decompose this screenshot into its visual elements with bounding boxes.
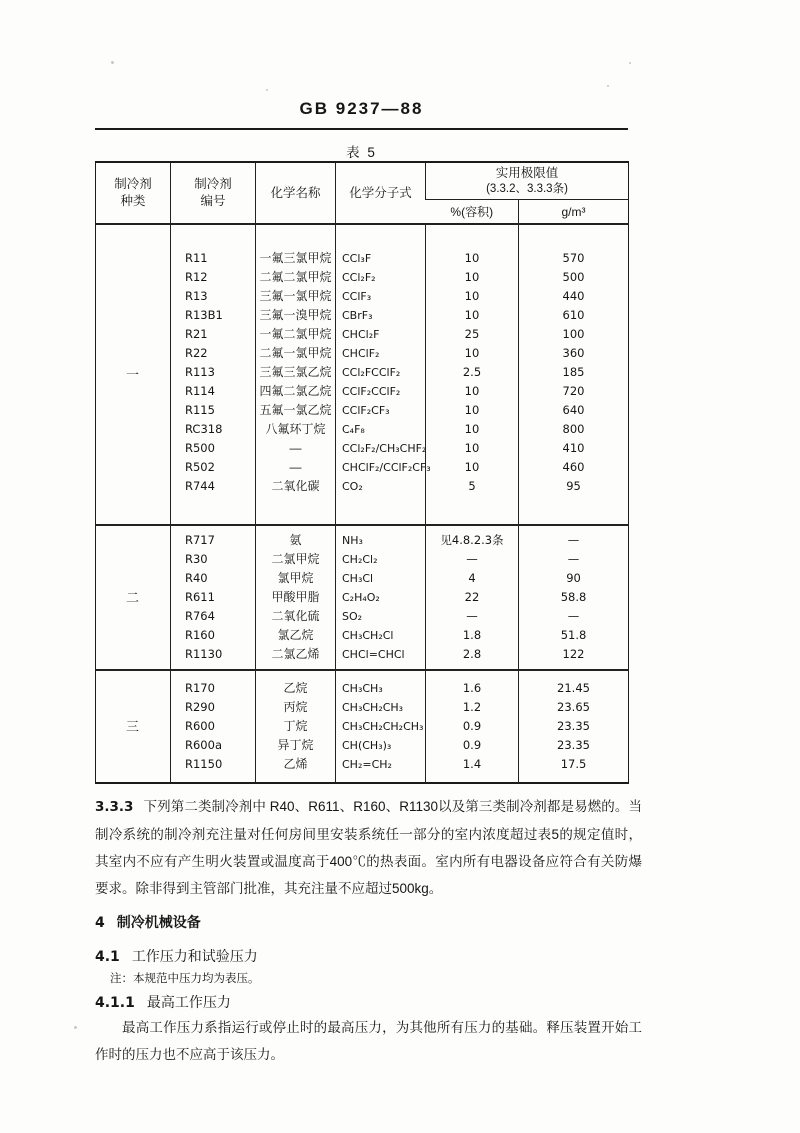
volume-percent-cell: 5 — [426, 477, 519, 496]
table-row — [96, 268, 629, 287]
refrigerant-number-cell: R600a — [171, 736, 256, 755]
chemical-formula-cell: CH₃Cl — [336, 569, 426, 588]
refrigerant-number-cell: R744 — [171, 477, 256, 496]
refrigerant-number-cell: R113 — [171, 363, 256, 382]
scan-speckle — [74, 1026, 77, 1029]
refrigerant-number-cell: R13B1 — [171, 306, 256, 325]
grams-per-m3-cell: 23.65 — [519, 698, 629, 717]
col-header-refrigerant-type — [96, 162, 171, 224]
table-row — [96, 717, 629, 736]
refrigerant-number-cell: R22 — [171, 344, 256, 363]
table-section-2 — [96, 525, 629, 670]
chemical-name-cell: 五氟一氯乙烷 — [256, 401, 336, 420]
volume-percent-cell: 10 — [426, 420, 519, 439]
refrigerant-number-cell: R600 — [171, 717, 256, 736]
limit-title: 实用极限值 — [495, 166, 559, 180]
table-row — [96, 645, 629, 664]
spacer-cell — [171, 774, 256, 783]
clause-text: 下列第二类制冷剂中 R40、R611、R160、R1130以及第三类制冷剂都是易燃的。当制冷系统的制冷剂充注量对任何房间里安装系统任一部分的室内浓度超过表5的规定值时，其室内不应有产生明火装置或温度高于400℃的热表面。室内所有电器设备应符合有关防爆要求。除非得到主管部门批准，其充注量不应超过500kg。 — [95, 799, 642, 896]
col-header-type-line2: 种类 — [120, 194, 146, 208]
section-spacer-row — [96, 670, 629, 679]
refrigerant-number-cell: R160 — [171, 626, 256, 645]
chemical-name-cell: 一氟三氯甲烷 — [256, 249, 336, 268]
heading-text: 工作压力和试验压力 — [131, 948, 258, 964]
grams-per-m3-cell: 51.8 — [519, 626, 629, 645]
spacer-cell — [171, 496, 256, 525]
chemical-name-cell: 异丁烷 — [256, 736, 336, 755]
heading-section-4-1-1 — [95, 992, 231, 1012]
table-row — [96, 679, 629, 698]
chemical-name-cell: — — [256, 458, 336, 477]
spacer-cell — [426, 496, 519, 525]
chemical-name-cell: 丙烷 — [256, 698, 336, 717]
spacer-cell — [519, 670, 629, 679]
volume-percent-cell: 10 — [426, 306, 519, 325]
spacer-cell — [171, 224, 256, 249]
refrigerant-number-cell: R1150 — [171, 755, 256, 774]
refrigerant-number-cell: R115 — [171, 401, 256, 420]
chemical-name-cell: 氯甲烷 — [256, 569, 336, 588]
spacer-cell — [256, 670, 336, 679]
clause-number: 4.1.1 — [95, 995, 135, 1011]
volume-percent-cell: 10 — [426, 287, 519, 306]
heading-section-4-1 — [95, 946, 258, 966]
section-spacer-row — [96, 496, 629, 525]
grams-per-m3-cell: 570 — [519, 249, 629, 268]
grams-per-m3-cell: 460 — [519, 458, 629, 477]
grams-per-m3-cell: 185 — [519, 363, 629, 382]
spacer-cell — [336, 670, 426, 679]
table-row — [96, 420, 629, 439]
chemical-name-cell: 三氟一氯甲烷 — [256, 287, 336, 306]
chemical-name-cell: 八氟环丁烷 — [256, 420, 336, 439]
chemical-name-cell: 丁烷 — [256, 717, 336, 736]
refrigerant-number-cell: RC318 — [171, 420, 256, 439]
chemical-formula-cell: CCl₃F — [336, 249, 426, 268]
chemical-formula-cell: CCl₂F₂ — [336, 268, 426, 287]
refrigerant-number-cell: R40 — [171, 569, 256, 588]
refrigerant-number-cell: R764 — [171, 607, 256, 626]
clause-number: 3.3.3 — [95, 799, 134, 815]
chemical-name-cell: 氨 — [256, 531, 336, 550]
chemical-formula-cell: C₄F₈ — [336, 420, 426, 439]
scan-speckle — [607, 85, 609, 87]
chemical-formula-cell: CH₃CH₂CH₂CH₃ — [336, 717, 426, 736]
scan-speckle — [629, 62, 631, 64]
chemical-name-cell: — — [256, 439, 336, 458]
col-header-number-line1: 制冷剂 — [194, 177, 232, 191]
chemical-formula-cell: CH₂Cl₂ — [336, 550, 426, 569]
spacer-cell — [426, 774, 519, 783]
chemical-formula-cell: CHClF₂ — [336, 344, 426, 363]
table-row — [96, 439, 629, 458]
spacer-cell — [336, 496, 426, 525]
spacer-cell — [519, 774, 629, 783]
table-row — [96, 550, 629, 569]
heading-text: 制冷机械设备 — [116, 914, 201, 930]
volume-percent-cell: 见4.8.2.3条 — [426, 531, 519, 550]
volume-percent-cell: 0.9 — [426, 717, 519, 736]
volume-percent-cell: 10 — [426, 344, 519, 363]
table-row — [96, 626, 629, 645]
chemical-name-cell: 三氟一溴甲烷 — [256, 306, 336, 325]
chemical-name-cell: 二氟一氯甲烷 — [256, 344, 336, 363]
chemical-formula-cell: CO₂ — [336, 477, 426, 496]
scan-speckle — [111, 61, 114, 64]
spacer-cell — [426, 224, 519, 249]
heading-text: 最高工作压力 — [146, 994, 231, 1010]
col-header-refrigerant-number — [171, 162, 256, 224]
grams-per-m3-cell: — — [519, 550, 629, 569]
table-row — [96, 477, 629, 496]
grams-per-m3-cell: 21.45 — [519, 679, 629, 698]
chemical-name-cell: 二氧化硫 — [256, 607, 336, 626]
spacer-cell — [171, 670, 256, 679]
standard-code: GB 9237—88 — [299, 99, 424, 118]
table-row — [96, 287, 629, 306]
chemical-formula-cell: CH(CH₃)₃ — [336, 736, 426, 755]
chemical-formula-cell: CH₃CH₂CH₃ — [336, 698, 426, 717]
grams-per-m3-cell: 58.8 — [519, 588, 629, 607]
heading-section-4 — [95, 912, 201, 932]
table-row — [96, 588, 629, 607]
grams-per-m3-cell: — — [519, 607, 629, 626]
volume-percent-cell: 1.2 — [426, 698, 519, 717]
refrigerant-number-cell: R611 — [171, 588, 256, 607]
table-row — [96, 569, 629, 588]
table-row — [96, 344, 629, 363]
col-header-volume-percent: %(容积) — [426, 200, 519, 225]
refrigerant-number-cell: R13 — [171, 287, 256, 306]
grams-per-m3-cell: 23.35 — [519, 736, 629, 755]
table-row — [96, 325, 629, 344]
chemical-formula-cell: CClF₂CClF₂ — [336, 382, 426, 401]
table-caption: 表 5 — [346, 145, 377, 160]
chemical-formula-cell: CCl₂FCClF₂ — [336, 363, 426, 382]
header-rule — [95, 128, 628, 130]
refrigerant-number-cell: R170 — [171, 679, 256, 698]
note-line: 注：本规范中压力均为表压。 — [110, 973, 260, 985]
chemical-name-cell: 甲酸甲脂 — [256, 588, 336, 607]
grams-per-m3-cell: 95 — [519, 477, 629, 496]
chemical-formula-cell: CH₃CH₃ — [336, 679, 426, 698]
chemical-formula-cell: SO₂ — [336, 607, 426, 626]
volume-percent-cell: 25 — [426, 325, 519, 344]
volume-percent-cell: — — [426, 607, 519, 626]
volume-percent-cell: 10 — [426, 382, 519, 401]
paragraph-4-1-1: 最高工作压力系指运行或停止时的最高压力，为其他所有压力的基础。释压装置开始工作时的压力也不应高于该压力。 — [95, 1020, 642, 1062]
table-row — [96, 382, 629, 401]
table-row — [96, 401, 629, 420]
spacer-cell — [256, 224, 336, 249]
chemical-name-cell: 四氟二氯乙烷 — [256, 382, 336, 401]
chemical-formula-cell: CHCl=CHCl — [336, 645, 426, 664]
volume-percent-cell: 1.8 — [426, 626, 519, 645]
table-header — [96, 162, 629, 224]
col-header-type-line1: 制冷剂 — [114, 177, 152, 191]
refrigerant-number-cell: R502 — [171, 458, 256, 477]
chemical-formula-cell: CH₂=CH₂ — [336, 755, 426, 774]
col-header-practical-limit — [426, 162, 629, 200]
chemical-name-cell: 二氯乙烯 — [256, 645, 336, 664]
table-row — [96, 306, 629, 325]
refrigerant-number-cell: R717 — [171, 531, 256, 550]
volume-percent-cell: 1.4 — [426, 755, 519, 774]
grams-per-m3-cell: 100 — [519, 325, 629, 344]
table-row — [96, 458, 629, 477]
table-5 — [95, 161, 629, 784]
chemical-formula-cell: CHCl₂F — [336, 325, 426, 344]
grams-per-m3-cell: 800 — [519, 420, 629, 439]
chemical-formula-cell: CClF₃ — [336, 287, 426, 306]
volume-percent-cell: 10 — [426, 439, 519, 458]
chemical-name-cell: 乙烷 — [256, 679, 336, 698]
scan-speckle — [266, 89, 268, 91]
grams-per-m3-cell: — — [519, 531, 629, 550]
grams-per-m3-cell: 360 — [519, 344, 629, 363]
section-spacer-row — [96, 224, 629, 249]
chemical-name-cell: 二氧化碳 — [256, 477, 336, 496]
grams-per-m3-cell: 610 — [519, 306, 629, 325]
table-row — [96, 531, 629, 550]
refrigerant-number-cell: R1130 — [171, 645, 256, 664]
chemical-formula-cell: CBrF₃ — [336, 306, 426, 325]
volume-percent-cell: 2.8 — [426, 645, 519, 664]
volume-percent-cell: 2.5 — [426, 363, 519, 382]
volume-percent-cell: 10 — [426, 249, 519, 268]
chemical-formula-cell: NH₃ — [336, 531, 426, 550]
spacer-cell — [256, 496, 336, 525]
table-row — [96, 249, 629, 268]
refrigerant-number-cell: R30 — [171, 550, 256, 569]
grams-per-m3-cell: 122 — [519, 645, 629, 664]
volume-percent-cell: 0.9 — [426, 736, 519, 755]
chemical-name-cell: 二氯甲烷 — [256, 550, 336, 569]
refrigerant-number-cell: R500 — [171, 439, 256, 458]
refrigerant-category-cell: 三 — [96, 670, 171, 783]
refrigerant-number-cell: R290 — [171, 698, 256, 717]
chemical-name-cell: 二氟二氯甲烷 — [256, 268, 336, 287]
chemical-name-cell: 三氟三氯乙烷 — [256, 363, 336, 382]
grams-per-m3-cell: 17.5 — [519, 755, 629, 774]
chemical-formula-cell: CClF₂CF₃ — [336, 401, 426, 420]
chemical-formula-cell: CH₃CH₂Cl — [336, 626, 426, 645]
spacer-cell — [519, 224, 629, 249]
volume-percent-cell: 10 — [426, 268, 519, 287]
volume-percent-cell: — — [426, 550, 519, 569]
chemical-formula-cell: C₂H₄O₂ — [336, 588, 426, 607]
grams-per-m3-cell: 500 — [519, 268, 629, 287]
spacer-cell — [426, 670, 519, 679]
volume-percent-cell: 22 — [426, 588, 519, 607]
grams-per-m3-cell: 410 — [519, 439, 629, 458]
volume-percent-cell: 1.6 — [426, 679, 519, 698]
chemical-name-cell: 一氟二氯甲烷 — [256, 325, 336, 344]
table-row — [96, 736, 629, 755]
grams-per-m3-cell: 23.35 — [519, 717, 629, 736]
refrigerant-number-cell: R12 — [171, 268, 256, 287]
refrigerant-category-cell: 二 — [96, 525, 171, 670]
col-header-number-line2: 编号 — [200, 194, 226, 208]
table-row — [96, 607, 629, 626]
col-header-grams-per-m3: g/m³ — [519, 200, 629, 225]
chemical-formula-cell: CCl₂F₂/CH₃CHF₂ — [336, 439, 426, 458]
spacer-cell — [336, 774, 426, 783]
limit-subtitle: (3.3.2、3.3.3条) — [486, 183, 568, 195]
refrigerant-number-cell: R11 — [171, 249, 256, 268]
grams-per-m3-cell: 440 — [519, 287, 629, 306]
chemical-name-cell: 氯乙烷 — [256, 626, 336, 645]
grams-per-m3-cell: 720 — [519, 382, 629, 401]
volume-percent-cell: 4 — [426, 569, 519, 588]
refrigerant-number-cell: R114 — [171, 382, 256, 401]
chemical-name-cell: 乙烯 — [256, 755, 336, 774]
table-section-3 — [96, 670, 629, 783]
clause-number: 4.1 — [95, 949, 120, 965]
table-section-1 — [96, 224, 629, 525]
clause-number: 4 — [95, 915, 105, 931]
chemical-formula-cell: CHClF₂/CClF₂CF₃ — [336, 458, 426, 477]
volume-percent-cell: 10 — [426, 401, 519, 420]
refrigerant-number-cell: R21 — [171, 325, 256, 344]
grams-per-m3-cell: 640 — [519, 401, 629, 420]
table-row — [96, 698, 629, 717]
spacer-cell — [336, 224, 426, 249]
volume-percent-cell: 10 — [426, 458, 519, 477]
table-row — [96, 755, 629, 774]
spacer-cell — [256, 774, 336, 783]
col-header-chemical-name: 化学名称 — [256, 162, 336, 224]
section-spacer-row — [96, 774, 629, 783]
grams-per-m3-cell: 90 — [519, 569, 629, 588]
clause-3-3-3 — [95, 793, 642, 902]
col-header-chemical-formula: 化学分子式 — [336, 162, 426, 224]
spacer-cell — [519, 496, 629, 525]
table-row — [96, 363, 629, 382]
refrigerant-category-cell: 一 — [125, 366, 140, 382]
